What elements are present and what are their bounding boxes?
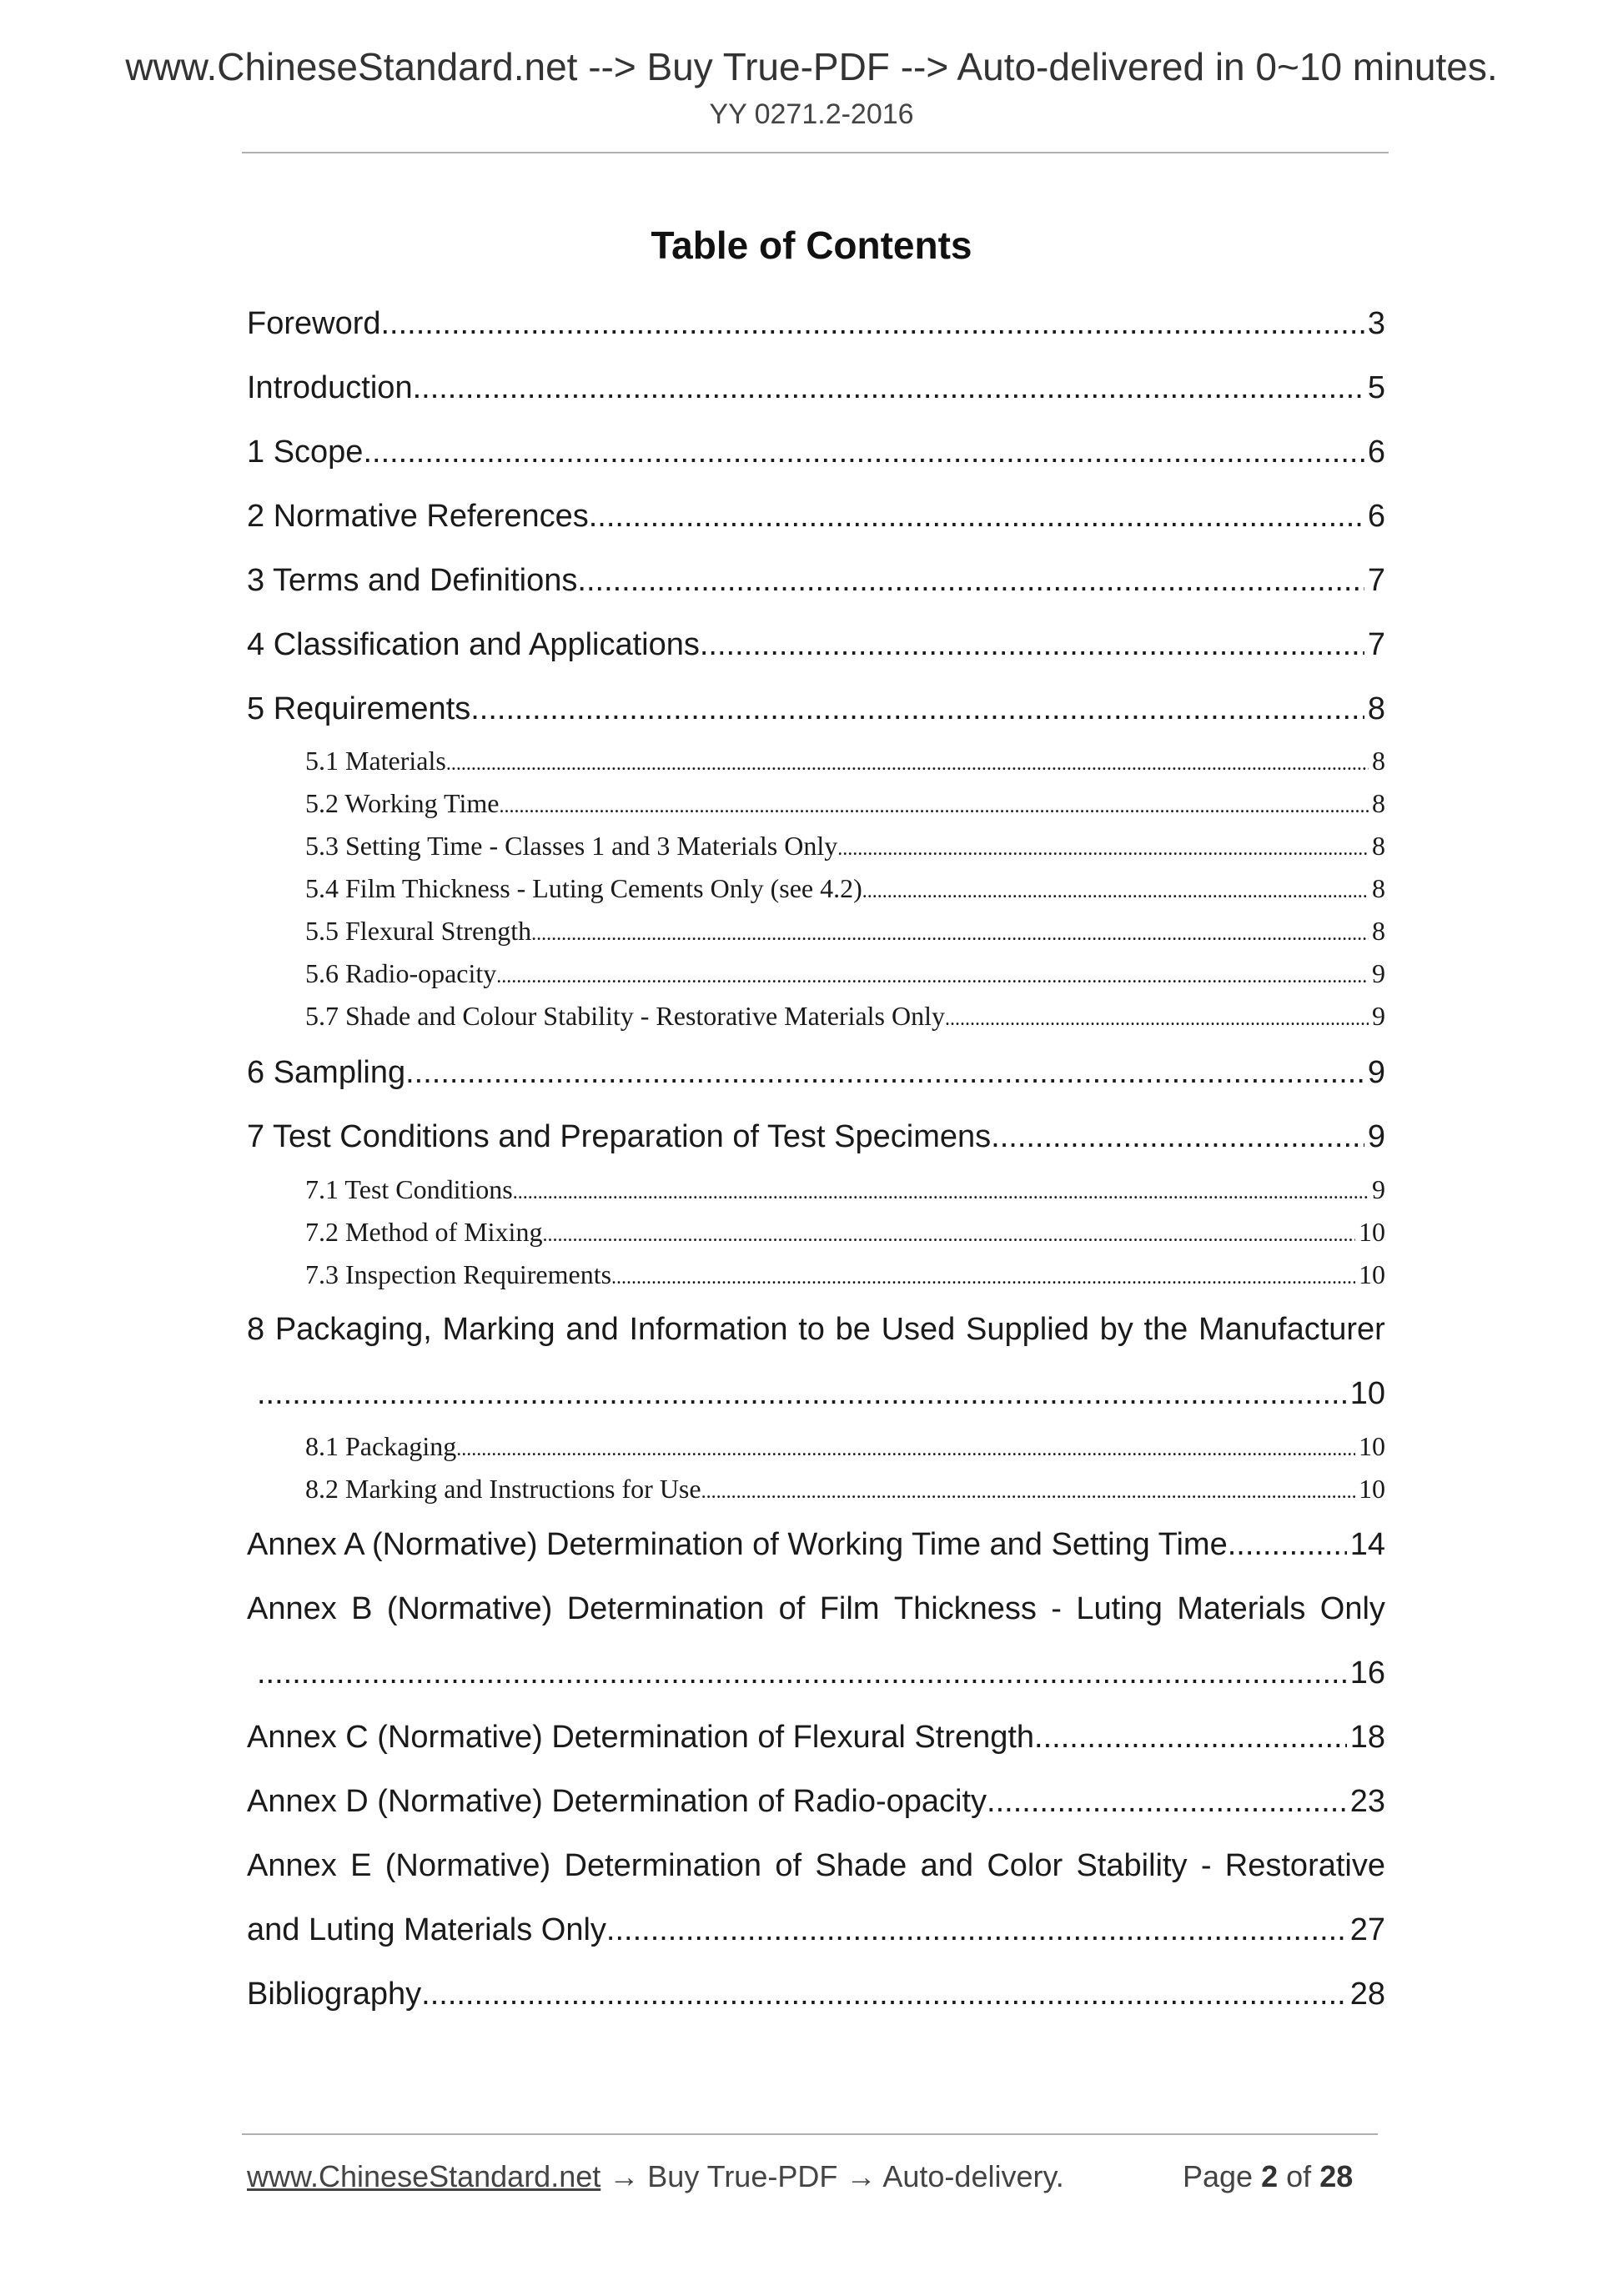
toc-item-page: 8 <box>1372 916 1385 946</box>
toc-subitem-materials[interactable] <box>305 742 1385 779</box>
toc-item-page: 7 <box>1367 563 1385 598</box>
toc-item-packaging-line2[interactable] <box>257 1370 1385 1417</box>
toc-word: Annex <box>247 1591 337 1626</box>
toc-subitem-setting-time[interactable] <box>305 827 1385 864</box>
toc-word: Information <box>629 1312 788 1347</box>
footer-buy-text: Buy True-PDF <box>647 2159 838 2193</box>
toc-item-page: 6 <box>1367 499 1385 534</box>
toc-item-label: 3 Terms and Definitions <box>247 563 578 598</box>
toc-item-page: 10 <box>1359 1474 1385 1504</box>
toc-word: Color <box>987 1848 1063 1883</box>
toc-word: and <box>920 1848 974 1883</box>
toc-word: - <box>1200 1848 1212 1883</box>
footer-delivery-text: Auto-delivery. <box>882 2159 1064 2193</box>
toc-item-page: 9 <box>1372 1001 1385 1031</box>
toc-item-annex-b-line2[interactable] <box>257 1650 1385 1696</box>
toc-word: of <box>775 1848 802 1883</box>
toc-item-page: 10 <box>1349 1376 1385 1411</box>
toc-word: - <box>1051 1591 1062 1626</box>
toc-word: be <box>835 1312 871 1347</box>
toc-item-page: 9 <box>1367 1055 1385 1090</box>
toc-item-label: 8.2 Marking and Instructions for Use <box>305 1474 701 1504</box>
toc-item-label: 5.2 Working Time <box>305 788 500 818</box>
toc-item-introduction[interactable] <box>247 364 1385 411</box>
toc-item-label: 7.1 Test Conditions <box>305 1174 513 1204</box>
toc-word: Thickness <box>893 1591 1037 1626</box>
toc-word: Supplied <box>966 1312 1089 1347</box>
toc-word: Annex <box>247 1848 337 1883</box>
toc-word: by <box>1099 1312 1133 1347</box>
toc-item-annex-a[interactable] <box>247 1521 1385 1568</box>
footer-divider <box>242 2133 1378 2135</box>
toc-word: Packaging, <box>274 1312 432 1347</box>
toc-item-label: 7.3 Inspection Requirements <box>305 1259 612 1289</box>
toc-subitem-radio-opacity[interactable] <box>305 955 1385 992</box>
toc-item-page: 28 <box>1349 1977 1385 2012</box>
toc-item-page: 27 <box>1349 1912 1385 1947</box>
toc-item-scope[interactable] <box>247 429 1385 475</box>
toc-item-label: 5.4 Film Thickness - Luting Cements Only (see 4.2) <box>305 873 862 903</box>
arrow-right-icon: → <box>609 2159 640 2193</box>
toc-item-page: 6 <box>1367 435 1385 470</box>
toc-word: Determination <box>564 1848 762 1883</box>
toc-item-label: 5.6 Radio-opacity <box>305 958 497 988</box>
toc-item-label: 5.3 Setting Time - Classes 1 and 3 Materials Only <box>305 831 838 861</box>
toc-item-label: 5 Requirements <box>247 691 471 726</box>
toc-item-label: Annex C (Normative) Determination of Flexural Strength <box>247 1720 1035 1755</box>
toc-subitem-film-thickness[interactable] <box>305 870 1385 907</box>
document-number: YY 0271.2-2016 <box>709 98 914 130</box>
toc-item-page: 18 <box>1349 1720 1385 1755</box>
toc-word: Luting <box>1076 1591 1163 1626</box>
toc-word: E <box>350 1848 372 1883</box>
toc-subitem-shade-colour[interactable] <box>305 997 1385 1034</box>
toc-item-page: 3 <box>1367 306 1385 341</box>
toc-item-label: 6 Sampling <box>247 1055 406 1090</box>
header-banner: www.ChineseStandard.net --> Buy True-PDF --> Auto-delivered in 0~10 minutes. <box>125 45 1498 88</box>
toc-item-bibliography[interactable] <box>247 1971 1385 2017</box>
toc-item-page: 5 <box>1367 370 1385 405</box>
toc-word: Marking <box>442 1312 555 1347</box>
footer-site-link[interactable]: www.ChineseStandard.net <box>247 2159 601 2193</box>
toc-item-test-conditions[interactable] <box>247 1113 1385 1160</box>
toc-item-page: 9 <box>1367 1119 1385 1154</box>
toc-word: Materials <box>1177 1591 1306 1626</box>
toc-item-label: Introduction <box>247 370 413 405</box>
toc-subitem-flexural-strength[interactable] <box>305 912 1385 949</box>
toc-word: B <box>351 1591 373 1626</box>
toc-item-page: 16 <box>1349 1655 1385 1691</box>
toc-item-page: 7 <box>1367 627 1385 662</box>
toc-word: Stability <box>1076 1848 1188 1883</box>
toc-item-label: 1 Scope <box>247 435 364 470</box>
page-indicator <box>1183 2153 1353 2200</box>
toc-word: Used <box>881 1312 956 1347</box>
toc-item-page: 8 <box>1367 691 1385 726</box>
toc-item-annex-b-line1[interactable] <box>247 1585 1385 1632</box>
toc-word: the <box>1143 1312 1188 1347</box>
toc-item-label: Foreword <box>247 306 381 341</box>
toc-subitem-working-time[interactable] <box>305 785 1385 821</box>
toc-item-label: 7 Test Conditions and Preparation of Test Specimens <box>247 1119 992 1154</box>
toc-item-page: 9 <box>1372 958 1385 988</box>
arrow-right-icon: → <box>846 2159 877 2193</box>
toc-subitem-method-mixing[interactable] <box>305 1213 1385 1250</box>
toc-item-packaging-line1[interactable] <box>247 1306 1385 1353</box>
toc-subitem-inspection[interactable] <box>305 1256 1385 1293</box>
toc-item-page: 14 <box>1349 1527 1385 1562</box>
toc-item-page: 10 <box>1359 1217 1385 1247</box>
toc-word: Shade <box>815 1848 907 1883</box>
toc-item-sampling[interactable] <box>247 1049 1385 1096</box>
toc-item-annex-e-line1[interactable] <box>247 1842 1385 1889</box>
toc-word: (Normative) <box>384 1848 551 1883</box>
toc-word: Only <box>1319 1591 1385 1626</box>
page-total: 28 <box>1319 2159 1354 2193</box>
toc-word: Film <box>819 1591 880 1626</box>
toc-title: Table of Contents <box>651 224 972 267</box>
toc-item-page: 9 <box>1372 1174 1385 1204</box>
toc-item-label: Annex D (Normative) Determination of Radio-opacity <box>247 1784 987 1819</box>
toc-word: to <box>798 1312 825 1347</box>
toc-item-page: 23 <box>1349 1784 1385 1819</box>
toc-item-annex-e-line2[interactable] <box>247 1907 1385 1953</box>
toc-item-label: 5.7 Shade and Colour Stability - Restorative Materials Only <box>305 1001 945 1031</box>
footer-promo <box>247 2153 1064 2200</box>
toc-item-label: 5.5 Flexural Strength <box>305 916 532 946</box>
toc-subitem-packaging[interactable] <box>305 1428 1385 1465</box>
toc-word: (Normative) <box>386 1591 553 1626</box>
toc-item-label: 5.1 Materials <box>305 746 446 776</box>
toc-item-terms-definitions[interactable] <box>247 557 1385 604</box>
toc-item-page: 10 <box>1359 1259 1385 1289</box>
toc-item-foreword[interactable] <box>247 300 1385 347</box>
toc-item-page: 8 <box>1372 788 1385 818</box>
toc-item-label: 8.1 Packaging <box>305 1431 457 1461</box>
toc-item-label: Bibliography <box>247 1977 422 2012</box>
toc-subitem-test-conditions[interactable] <box>305 1171 1385 1208</box>
toc-item-page: 8 <box>1372 746 1385 776</box>
toc-item-classification[interactable] <box>247 621 1385 668</box>
toc-word: Manufacturer <box>1198 1312 1385 1347</box>
toc-item-label: 4 Classification and Applications <box>247 627 700 662</box>
toc-item-label: Annex A (Normative) Determination of Working Time and Setting Time <box>247 1527 1228 1562</box>
toc-item-requirements[interactable] <box>247 686 1385 732</box>
of-word: of <box>1286 2159 1312 2193</box>
toc-item-label: and Luting Materials Only <box>247 1912 606 1947</box>
toc-word: Restorative <box>1224 1848 1385 1883</box>
toc-item-annex-d[interactable] <box>247 1778 1385 1825</box>
toc-word: Determination <box>566 1591 765 1626</box>
toc-item-normative-references[interactable] <box>247 493 1385 540</box>
toc-item-label: 7.2 Method of Mixing <box>305 1217 543 1247</box>
toc-item-page: 8 <box>1372 873 1385 903</box>
toc-word: and <box>565 1312 619 1347</box>
toc-item-annex-c[interactable] <box>247 1714 1385 1761</box>
toc-word: 8 <box>247 1312 265 1347</box>
toc-item-page: 10 <box>1359 1431 1385 1461</box>
toc-item-label: 2 Normative References <box>247 499 589 534</box>
toc-word: of <box>778 1591 806 1626</box>
page-word: Page <box>1183 2159 1254 2193</box>
toc-item-page: 8 <box>1372 831 1385 861</box>
page-current: 2 <box>1261 2159 1279 2193</box>
toc-subitem-marking[interactable] <box>305 1470 1385 1507</box>
